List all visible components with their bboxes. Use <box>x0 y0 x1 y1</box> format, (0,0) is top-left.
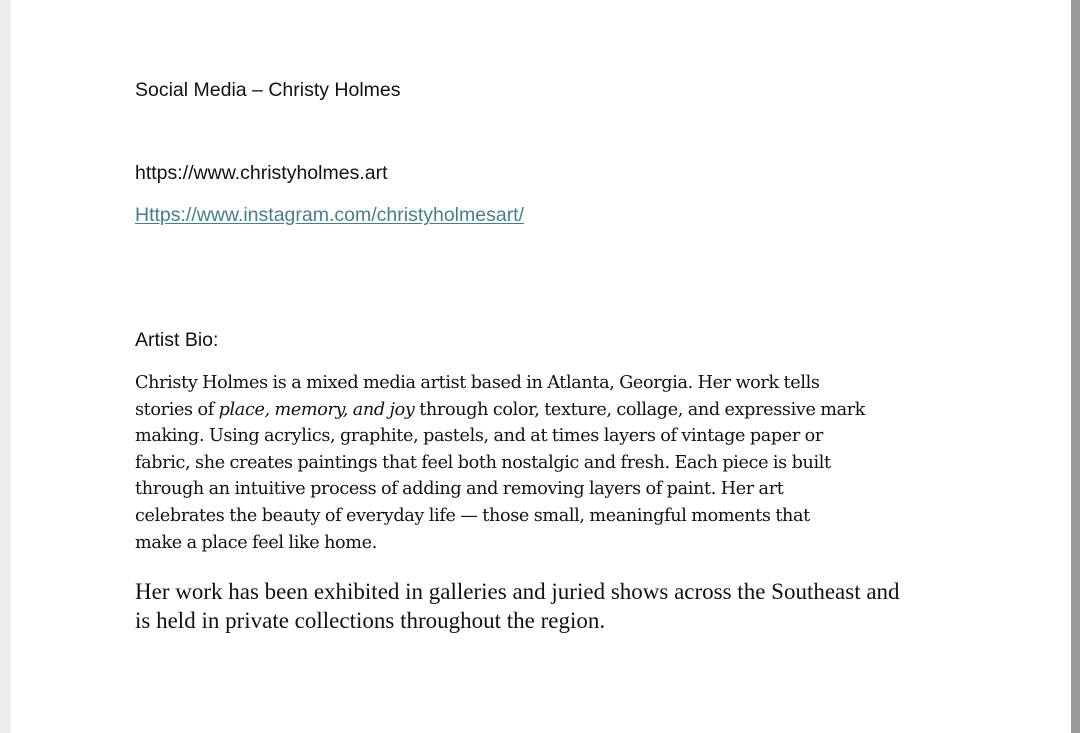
bio-line: through an intuitive process of adding and removing layers of paint. Her art <box>135 479 784 500</box>
bio-paragraph-1 <box>135 370 975 556</box>
bio-line: making. Using acrylics, graphite, pastels, and at times layers of vintage paper or <box>135 426 823 447</box>
bio-line: is held in private collections throughout the region. <box>135 608 606 633</box>
bio-line: Her work has been exhibited in galleries and juried shows across the Southeast and <box>135 579 900 604</box>
bio-paragraph-2 <box>135 577 975 635</box>
document-title: Social Media – Christy Holmes <box>135 79 401 101</box>
bio-emphasis: place, memory, and joy <box>218 399 415 420</box>
bio-line: fabric, she creates paintings that feel both nostalgic and fresh. Each piece is built <box>135 452 831 473</box>
vertical-scrollbar[interactable] <box>1071 0 1080 733</box>
artist-bio-label: Artist Bio: <box>135 329 219 351</box>
bio-line: Christy Holmes is a mixed media artist based in Atlanta, Georgia. Her work tells <box>135 373 820 393</box>
bio-text: through color, texture, collage, and expressive mark <box>414 399 866 420</box>
document-page <box>11 0 1071 733</box>
instagram-link[interactable]: Https://www.instagram.com/christyholmesart/ <box>135 204 525 226</box>
bio-line <box>135 397 975 424</box>
website-url: https://www.christyholmes.art <box>135 162 388 184</box>
bio-text: stories of <box>135 399 219 420</box>
bio-line: make a place feel like home. <box>135 532 377 553</box>
bio-line: celebrates the beauty of everyday life — those small, meaningful moments that <box>135 505 810 526</box>
